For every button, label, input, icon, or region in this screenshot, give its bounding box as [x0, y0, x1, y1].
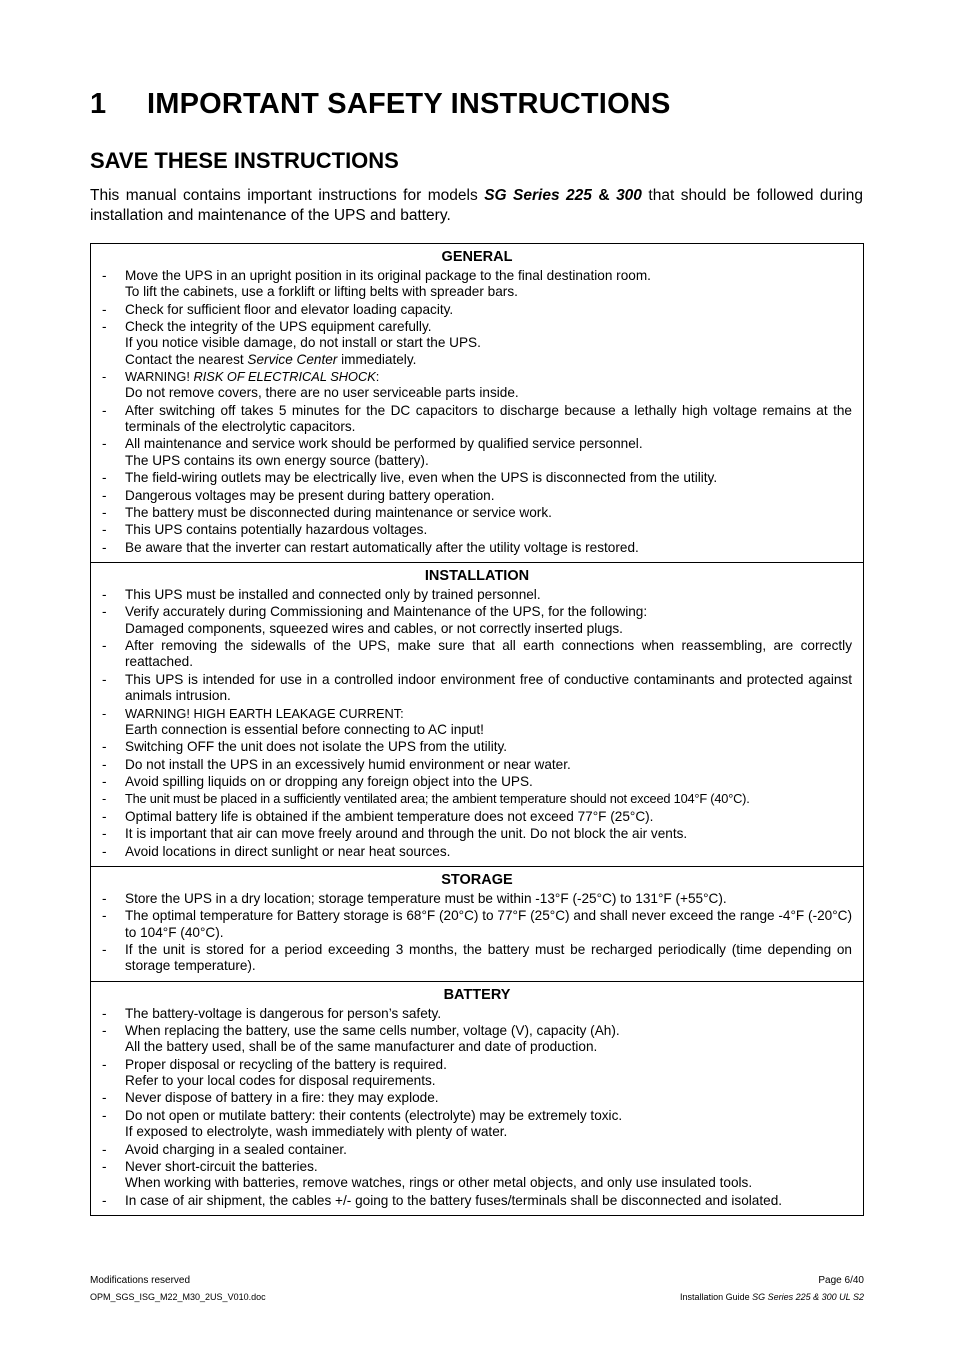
item-text: - Proper disposal or recycling of the battery is required.	[125, 1056, 447, 1072]
item-text: - When replacing the battery, use the same cells number, voltage (V), capacity (Ah).	[125, 1023, 620, 1039]
item-text: Dangerous voltages may be present during battery operation.	[125, 487, 495, 503]
list-item	[102, 1090, 852, 1106]
footer-filename: OPM_SGS_ISG_M22_M30_2US_V010.doc	[90, 1292, 266, 1302]
item-text-part: Contact the nearest	[125, 351, 248, 367]
list-item	[102, 470, 852, 486]
warning-label: WARNING!	[125, 369, 194, 385]
list-item	[102, 1108, 852, 1141]
item-text: This UPS must be installed and connected only by trained personnel.	[125, 587, 541, 603]
list-item	[102, 1142, 852, 1158]
list-item	[102, 302, 852, 318]
list-item	[102, 488, 852, 504]
general-title: GENERAL	[441, 249, 513, 265]
list-item	[102, 672, 852, 705]
item-text: - Verify accurately during Commissioning and Maintenance of the UPS, for the following:	[125, 604, 648, 620]
list-item	[102, 891, 852, 907]
item-text: - Do not open or mutilate battery: their contents (electrolyte) may be extremely toxic.	[125, 1107, 623, 1123]
list-item	[102, 604, 852, 637]
list-item	[102, 706, 852, 739]
list-item	[102, 1193, 852, 1209]
item-text: Avoid locations in direct sunlight or near heat sources.	[125, 843, 451, 859]
item-text: This UPS is intended for use in a controlled indoor environment free of conductive contaminants and protected against animals intrusion.	[125, 671, 852, 704]
list-item	[102, 540, 852, 556]
general-list	[102, 268, 852, 556]
item-text: If the unit is stored for a period exceeding 3 months, the battery must be recharged periodically (time depending on storage temperature).	[125, 942, 852, 974]
installation-title: INSTALLATION	[424, 568, 530, 585]
model-name-2: 300	[616, 187, 642, 204]
section-number: 1	[90, 88, 107, 120]
footer-modifications: Modifications reserved	[90, 1275, 191, 1286]
list-item	[102, 739, 852, 755]
footer-doc-title	[680, 1292, 864, 1302]
item-text: This UPS contains potentially hazardous voltages.	[125, 522, 428, 538]
list-item	[102, 844, 852, 860]
list-item	[102, 638, 852, 671]
item-text: Never dispose of battery in a fire: they may explode.	[125, 1090, 439, 1106]
subheading: SAVE THESE INSTRUCTIONS	[90, 148, 399, 173]
list-item	[102, 1159, 852, 1192]
list-item	[102, 319, 852, 368]
list-item	[102, 1057, 852, 1090]
list-item	[102, 791, 852, 807]
footer-page-number: Page 6/40	[818, 1275, 864, 1286]
warning-text: RISK OF ELECTRICAL SHOCK	[193, 369, 376, 385]
item-text: Do not install the UPS in an excessively humid environment or near water.	[125, 756, 571, 772]
item-text: Switching OFF the unit does not isolate the UPS from the utility.	[125, 739, 508, 755]
storage-section	[91, 866, 864, 981]
list-item	[102, 522, 852, 538]
item-text: Earth connection is essential before connecting to AC input!	[125, 721, 484, 737]
footer-doc-model: SG Series 225 & 300 UL S2	[752, 1292, 864, 1302]
list-item	[102, 908, 852, 941]
item-text: Avoid spilling liquids on or dropping any foreign object into the UPS.	[125, 774, 533, 789]
item-text: All the battery used, shall be of the same manufacturer and date of production.	[125, 1039, 598, 1055]
item-text: Do not remove covers, there are no user serviceable parts inside.	[125, 385, 519, 401]
intro-paragraph	[90, 186, 863, 226]
item-text: Refer to your local codes for disposal requirements.	[125, 1073, 436, 1089]
list-item	[102, 774, 852, 790]
intro-text: This manual contains important instructions for models	[90, 187, 485, 204]
list-item	[102, 826, 852, 842]
list-item	[102, 369, 852, 402]
list-item	[102, 1006, 852, 1022]
item-text-part: immediately.	[337, 351, 417, 367]
list-item	[102, 587, 852, 603]
item-text: The optimal temperature for Battery storage is 68°F (20°C) to 77°F (25°C) and shall never exceed the range -4°F (-20°C) to 104°F (40°C).	[125, 908, 852, 940]
item-text: Be aware that the inverter can restart automatically after the utility voltage is restored.	[125, 539, 639, 555]
item-text: To lift the cabinets, use a forklift or lifting belts with spreader bars.	[125, 284, 518, 300]
installation-section	[91, 563, 864, 867]
item-text: Optimal battery life is obtained if the ambient temperature does not exceed 77°F (25°C).	[125, 808, 654, 824]
item-text: The battery must be disconnected during maintenance or service work.	[125, 504, 552, 520]
storage-title: STORAGE	[441, 871, 513, 888]
warning-text: - WARNING! HIGH EARTH LEAKAGE CURRENT:	[125, 705, 404, 721]
list-item	[102, 757, 852, 773]
list-item	[102, 436, 852, 469]
footer-doc-label: Installation Guide	[680, 1292, 753, 1302]
list-item	[102, 942, 852, 975]
item-text: - Check the integrity of the UPS equipment carefully.	[125, 319, 432, 335]
installation-list	[102, 587, 852, 860]
page-heading	[90, 88, 671, 121]
item-text: - Move the UPS in an upright position in its original package to the final destination room.	[125, 268, 651, 283]
section-title: IMPORTANT SAFETY INSTRUCTIONS	[147, 88, 671, 120]
item-text: Damaged components, squeezed wires and cables, or not correctly inserted plugs.	[125, 620, 623, 636]
list-item	[102, 268, 852, 301]
battery-title: BATTERY	[443, 986, 511, 1003]
item-text: It is important that air can move freely around and through the unit. Do not block the air vents.	[125, 826, 688, 842]
item-text: - Check for sufficient floor and elevator loading capacity.	[125, 301, 454, 317]
item-text: In case of air shipment, the cables +/- going to the battery fuses/terminals shall be disconnected and isolated.	[125, 1192, 783, 1208]
item-text	[125, 369, 852, 385]
item-text: After removing the sidewalls of the UPS, make sure that all earth connections when reassembling, are correctly reattached.	[125, 638, 852, 670]
service-center-text: Service Center	[247, 351, 338, 367]
list-item	[102, 809, 852, 825]
item-text: The unit must be placed in a sufficiently ventilated area; the ambient temperature should not exceed 104°F (40°C).	[125, 791, 750, 807]
storage-list	[102, 891, 852, 975]
list-item	[102, 1023, 852, 1056]
item-text: Store the UPS in a dry location; storage temperature must be within -13°F (-25°C) to 131°F (+55°C).	[125, 890, 727, 906]
general-section	[91, 244, 864, 563]
item-text-part: :	[375, 369, 380, 385]
item-text: - All maintenance and service work should be performed by qualified service personnel.	[125, 436, 643, 452]
intro-amp: &	[591, 187, 617, 204]
list-item	[102, 505, 852, 521]
item-text: The battery-voltage is dangerous for person’s safety.	[125, 1005, 442, 1021]
model-name: SG Series 225	[484, 187, 592, 204]
intro-text-end: that should be followed during installation and maintenance of the UPS and battery.	[90, 187, 863, 224]
battery-list	[102, 1006, 852, 1209]
item-text: Avoid charging in a sealed container.	[125, 1141, 347, 1157]
item-text: The field-wiring outlets may be electrically live, even when the UPS is disconnected from the utility.	[125, 470, 718, 486]
item-text	[125, 352, 852, 368]
list-item	[102, 403, 852, 436]
item-text: After switching off takes 5 minutes for the DC capacitors to discharge because a lethally high voltage remains at the terminals of the electrolytic capacitors.	[125, 402, 852, 435]
item-text: If exposed to electrolyte, wash immediately with plenty of water.	[125, 1124, 508, 1140]
item-text: If you notice visible damage, do not install or start the UPS.	[125, 335, 481, 351]
safety-table	[90, 243, 864, 1216]
item-text: When working with batteries, remove watches, rings or other metal objects, and only use insulated tools.	[125, 1175, 753, 1191]
item-text: The UPS contains its own energy source (battery).	[125, 452, 429, 468]
item-text: - Never short-circuit the batteries.	[125, 1158, 318, 1174]
battery-section	[91, 981, 864, 1215]
